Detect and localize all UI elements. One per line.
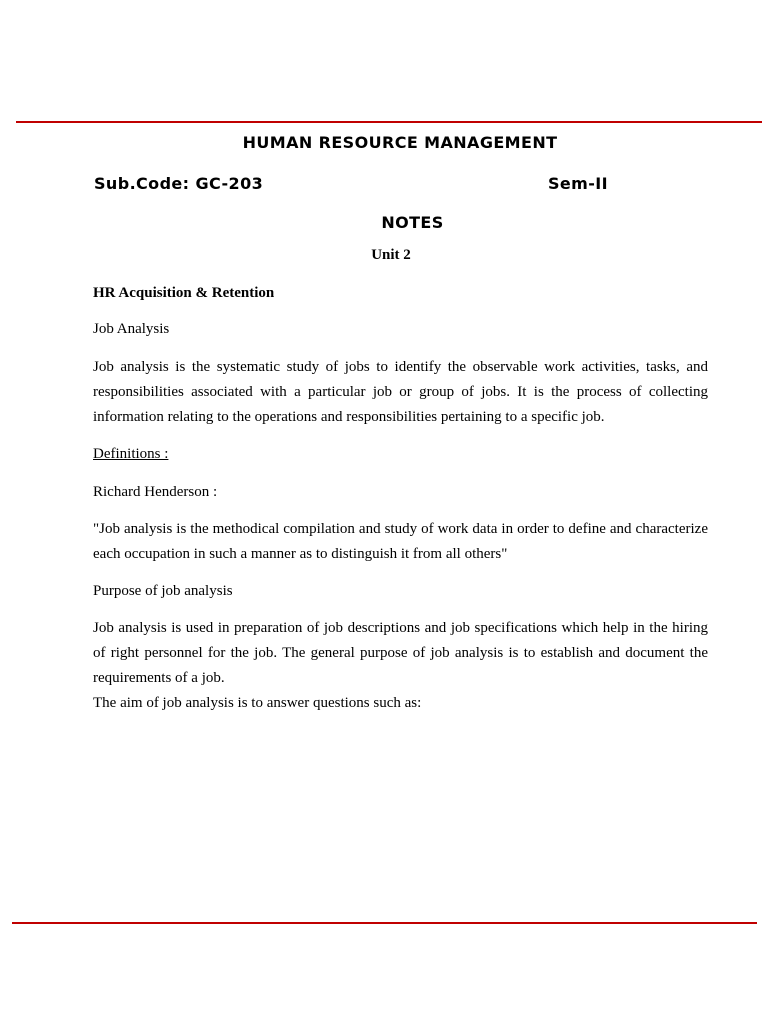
section-heading: HR Acquisition & Retention [93,285,275,301]
paragraph-purpose: Job analysis is used in preparation of job descriptions and job specifications which help in the hiring of right personnel for the job. The general purpose of job analysis is to establish and document the requirements of a job. [93,620,708,686]
notes-heading: NOTES [381,213,444,232]
definitions-heading: Definitions : [93,446,169,462]
subsection-heading: Job Analysis [93,321,170,337]
aim-line: The aim of job analysis is to answer questions such as: [93,695,422,711]
subject-code: Sub.Code: GC-203 [94,174,264,193]
definition-quote: "Job analysis is the methodical compilation and study of work data in order to define and characterize each occupation in such a manner as to distinguish it from all others" [93,521,708,562]
document-title: HUMAN RESOURCE MANAGEMENT [242,133,558,152]
footer-rule [12,922,757,924]
unit-heading: Unit 2 [371,247,411,263]
purpose-heading: Purpose of job analysis [93,583,233,599]
paragraph-job-analysis: Job analysis is the systematic study of jobs to identify the observable work activities, tasks, and responsibilities associated with a particular job or group of jobs. It is the process of collecting information relating to the operations and responsibilities pertaining to a specific job. [93,359,708,425]
semester: Sem-II [548,174,608,193]
author-name: Richard Henderson : [93,484,218,500]
header-rule [16,121,762,123]
